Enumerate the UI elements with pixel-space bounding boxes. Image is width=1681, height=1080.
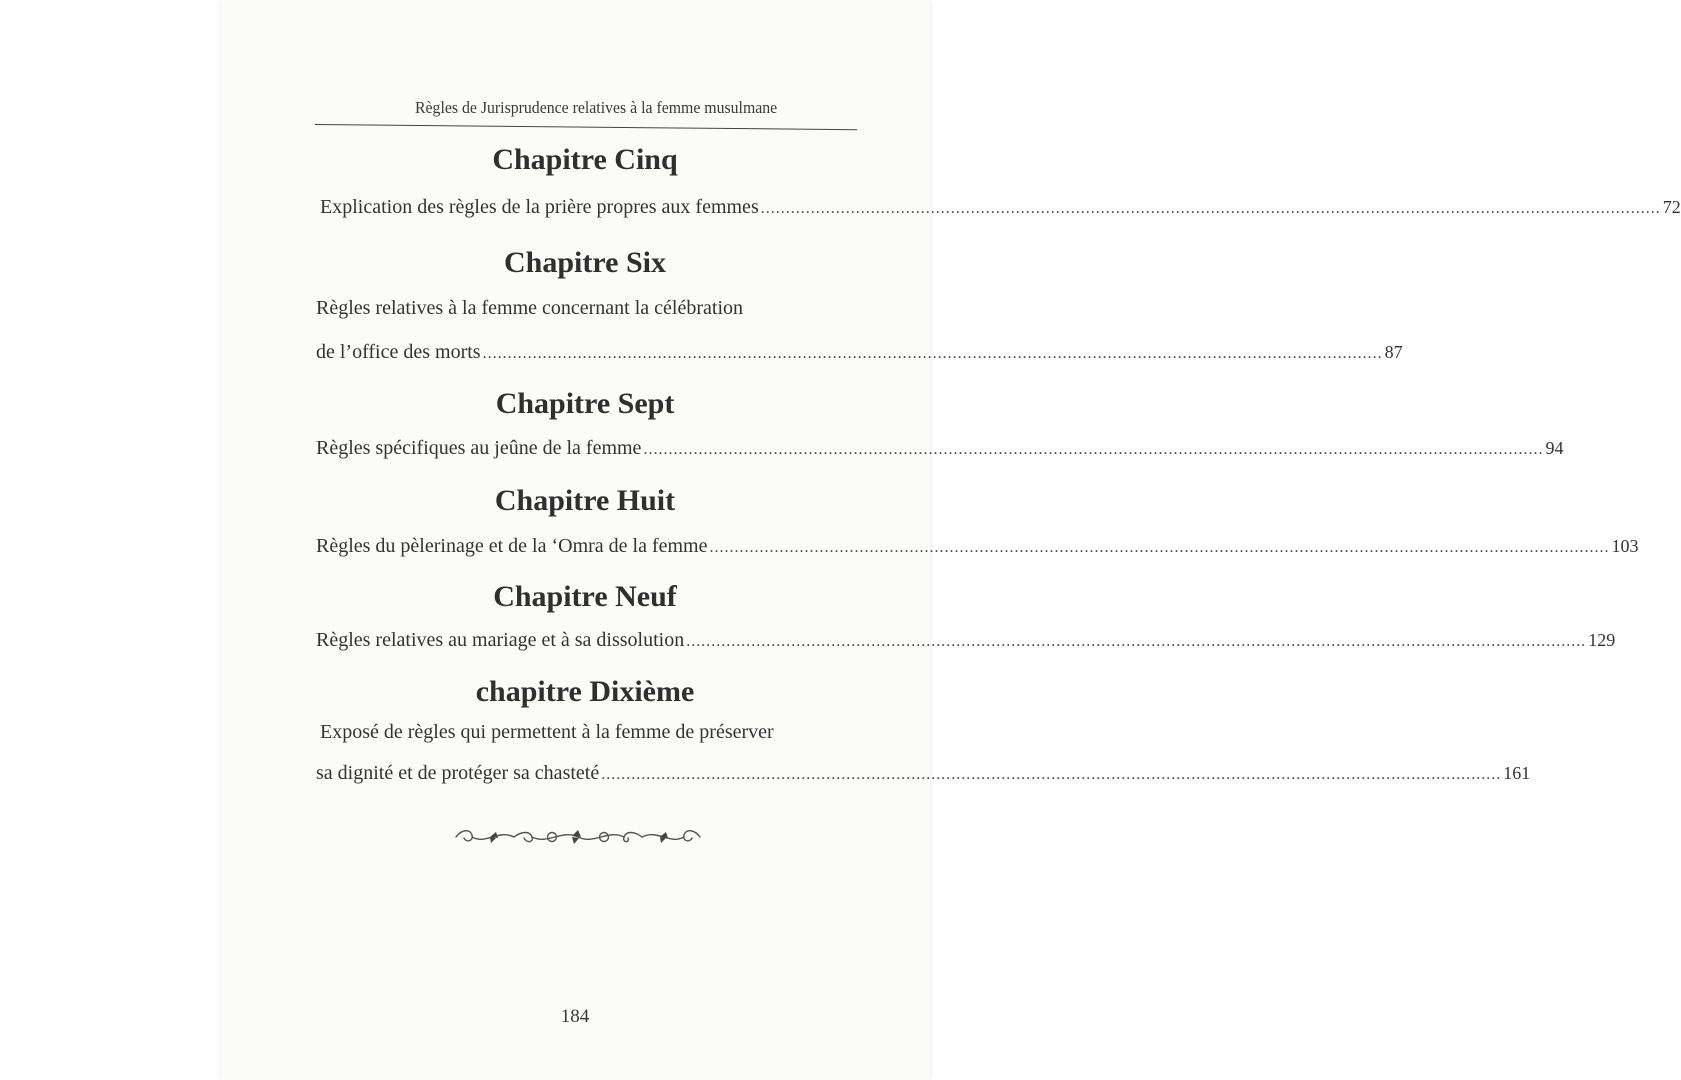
toc-page-number: 87: [1384, 342, 1403, 362]
toc-page-number: 161: [1503, 763, 1531, 783]
dot-leader: ....................................................................................................................................................................................: [643, 441, 1544, 458]
toc-entry-text: Règles du pèlerinage et de la ‘Omra de la femme: [316, 535, 708, 557]
dot-leader: ....................................................................................................................................................................................: [760, 200, 1661, 217]
chapter-six-heading: Chapitre Six: [504, 246, 666, 279]
chapter-five-heading: Chapitre Cinq: [492, 143, 678, 176]
toc-entry-text: de l’office des morts: [316, 341, 481, 363]
page-number: 184: [560, 1006, 590, 1027]
chapter-nine-heading: Chapitre Neuf: [493, 580, 677, 613]
toc-entry-chapter-six-line1: Règles relatives à la femme concernant la célébration: [316, 297, 744, 319]
toc-entry-text: sa dignité et de protéger sa chasteté: [316, 762, 600, 784]
toc-entry-chapter-six: [316, 341, 1403, 364]
dot-leader: ....................................................................................................................................................................................: [601, 766, 1502, 783]
toc-entry-chapter-eight: [316, 535, 1639, 558]
dot-leader: ....................................................................................................................................................................................: [686, 633, 1587, 650]
toc-entry-text: Explication des règles de la prière propres aux femmes: [320, 196, 759, 218]
toc-entry-chapter-five: [320, 196, 1681, 219]
toc-entry-text: Règles relatives au mariage et à sa dissolution: [316, 629, 685, 651]
running-header: Règles de Jurisprudence relatives à la femme musulmane: [415, 98, 778, 117]
toc-page-number: 103: [1611, 536, 1639, 556]
chapter-eight-heading: Chapitre Huit: [494, 484, 676, 517]
toc-entry-text: Règles spécifiques au jeûne de la femme: [316, 437, 642, 459]
toc-page-number: 72: [1662, 197, 1681, 217]
toc-page-number: 94: [1545, 438, 1564, 458]
chapter-ten-heading: chapitre Dixième: [475, 675, 695, 708]
toc-entry-chapter-seven: [316, 437, 1564, 460]
dot-leader: ....................................................................................................................................................................................: [709, 539, 1610, 556]
floral-ornament-icon: [452, 825, 704, 849]
chapter-seven-heading: Chapitre Sept: [495, 387, 675, 420]
toc-entry-chapter-ten: [316, 762, 1531, 785]
dot-leader: ....................................................................................................................................................................................: [482, 345, 1383, 362]
toc-page-number: 129: [1588, 630, 1616, 650]
toc-entry-chapter-nine: [316, 629, 1616, 652]
toc-entry-chapter-ten-line1: Exposé de règles qui permettent à la femme de préserver: [320, 721, 774, 743]
